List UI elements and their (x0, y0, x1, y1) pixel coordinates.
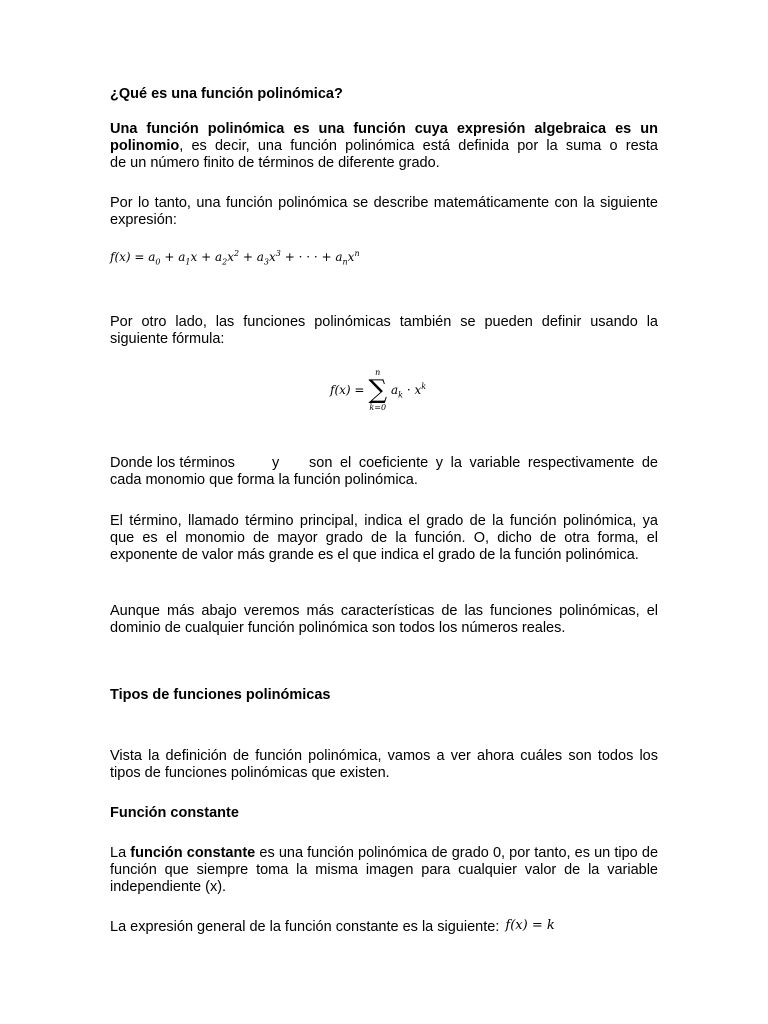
donde-paragraph (110, 455, 658, 489)
section-heading-funcion-constante: Función constante (110, 805, 239, 821)
fc-text-la: La (110, 845, 127, 861)
definition-rest-1: , es decir, una función polinómica está definida por la suma o resta (179, 138, 658, 154)
fc-text-rest: es una función polinómica de grado 0, por tanto, es un tipo de función que siempre toma la misma imagen para cualquier valor de la variable independiente (x). (110, 845, 659, 895)
dominio-paragraph: Aunque más abajo veremos más características de las funciones polinómicas, el dominio de cualquier función polinómica son todos los números reales. (110, 603, 658, 636)
definition-line-2 (110, 138, 658, 155)
summation-formula: f(x) = n ∑ k=0 $a_k \cdot x^k$ (330, 368, 427, 412)
expresion-general-text: La expresión general de la función constante es la siguiente: (110, 919, 500, 935)
funcion-constante-paragraph (110, 845, 658, 896)
termino-principal-paragraph: El término, llamado término principal, indica el grado de la función polinómica, ya que es el monomio de mayor grado de la función. O, dicho de otra forma, el exponente de valor más grande es el que indica el grado de la función polinómica. (110, 513, 658, 563)
donde-line-2: cada monomio que forma la función polinómica. (110, 472, 418, 488)
definition-bold-2: polinomio (110, 138, 180, 154)
por-otro-lado-paragraph: Por otro lado, las funciones polinómicas también se pueden definir usando la siguiente fórmula: (110, 314, 658, 347)
definition-line-1 (110, 121, 658, 138)
sigma-icon: n ∑ k=0 (368, 368, 388, 412)
donde-line-1 (110, 455, 658, 472)
donde-text-y: y (272, 455, 280, 471)
vista-paragraph: Vista la definición de función polinómica, vamos a ver ahora cuáles son todos los tipos de funciones polinómicas que existen. (110, 748, 658, 781)
por-lo-tanto-paragraph: Por lo tanto, una función polinómica se describe matemáticamente con la siguiente expresión: (110, 195, 658, 228)
constant-function-formula: f(x) = k (505, 918, 555, 933)
fc-text-bold: función constante (130, 845, 256, 861)
donde-text-2: son el coeficiente y la variable respectivamente de (309, 455, 658, 471)
definition-line-3: de un número finito de términos de diferente grado. (110, 155, 440, 171)
expresion-general-line (110, 919, 658, 936)
donde-text-1: Donde los términos (110, 455, 235, 471)
definition-paragraph (110, 121, 658, 172)
section-heading-que-es: ¿Qué es una función polinómica? (110, 86, 343, 102)
definition-bold-1: Una función polinómica es una función cuya expresión algebraica es un (110, 121, 658, 137)
polynomial-expression-formula: $f(x) = a_0 + a_1x + a_2x^2 + a_3x^3$ + · · · + $a_nx^n$ (110, 249, 360, 267)
section-heading-tipos: Tipos de funciones polinómicas (110, 687, 331, 703)
